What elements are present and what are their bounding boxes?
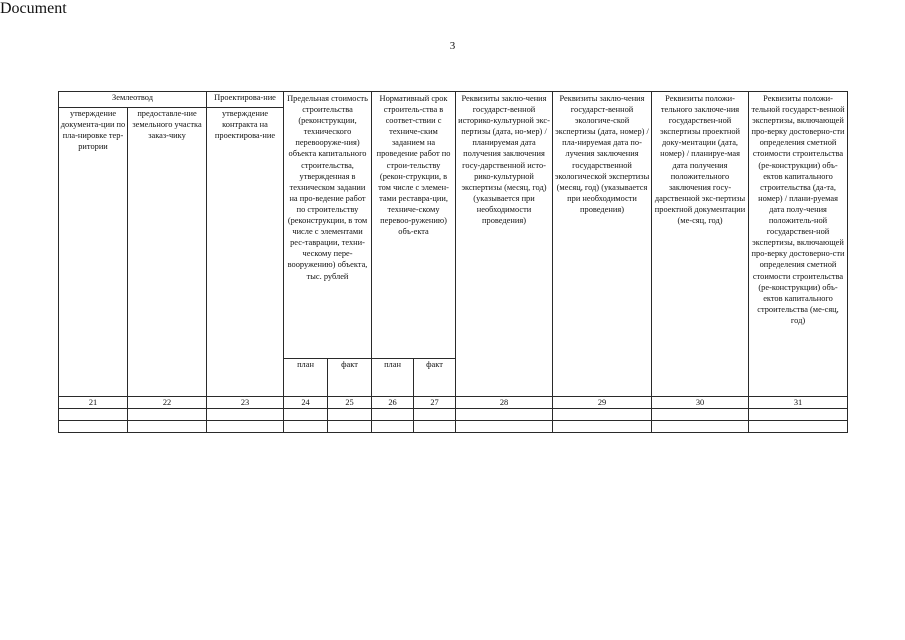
header-col-28-label: Реквизиты заклю-чения государст-венной историко-культурной экс-пертизы (дата, но-мер) / планируемая дата получения заключения госу-дарственной исто-рико-культурной экспертизы (месяц, год) (указывается при необходимости проведения) <box>458 94 550 226</box>
table-cell <box>749 420 848 432</box>
header-col-23-label: утверждение контракта на проектирова-ние <box>214 109 276 141</box>
table-cell <box>553 420 652 432</box>
header-plan-26 <box>372 358 414 396</box>
header-col-21-label: утверждение документа-ции по пла-нировке тер-ритории <box>60 109 126 152</box>
plan-label: план <box>297 359 314 369</box>
plan-label: план <box>384 359 401 369</box>
table-cell <box>414 420 456 432</box>
column-number: 25 <box>328 396 372 408</box>
column-number: 28 <box>456 396 553 408</box>
header-col-31 <box>749 92 848 397</box>
column-number: 30 <box>652 396 749 408</box>
header-col-30 <box>652 92 749 397</box>
column-number: 26 <box>372 396 414 408</box>
table-cell <box>59 420 128 432</box>
header-proektirovanie <box>207 92 284 108</box>
header-plan-24 <box>284 358 328 396</box>
header-col-23 <box>207 108 284 359</box>
header-col-21-cont <box>59 358 128 396</box>
header-col-28 <box>456 92 553 397</box>
table-row <box>59 408 848 420</box>
table-cell <box>456 408 553 420</box>
table-cell <box>456 420 553 432</box>
header-col-24-25 <box>284 92 372 359</box>
table-cell <box>284 420 328 432</box>
column-number: 29 <box>553 396 652 408</box>
table-cell <box>372 420 414 432</box>
table-row <box>59 420 848 432</box>
table-cell <box>328 408 372 420</box>
column-number: 21 <box>59 396 128 408</box>
table-cell <box>207 408 284 420</box>
table-cell <box>652 420 749 432</box>
header-fact-27 <box>414 358 456 396</box>
column-number: 31 <box>749 396 848 408</box>
fact-label: факт <box>426 359 443 369</box>
table-cell <box>207 420 284 432</box>
header-col-23-cont <box>207 358 284 396</box>
fact-label: факт <box>341 359 358 369</box>
header-col-26-27-label: Нормативный срок строитель-ства в соответ-ствии с техниче-ским заданием на проведение работ по строи-тельству (рекон-струкции, в том числе с элемен-тами реставра-ции, техниче-скому перевоо-ружению) объ-екта <box>376 94 451 237</box>
header-col-26-27 <box>372 92 456 359</box>
header-zemleotvod <box>59 92 207 108</box>
header-col-29-label: Реквизиты заклю-чения государст-венной экологиче-ской экспертизы (дата, номер) / пла-нируемая дата по-лучения заключения государственной экологической экспертизы (месяц, год) (указывается при необходимости проведения) <box>554 94 650 214</box>
table-cell <box>128 420 207 432</box>
header-col-31-label: Реквизиты положи-тельной государст-венной экспертизы, включающей про-верку достоверно-сти определения сметной стоимости строительства (ре-конструкции) объ-ектов капитального строительства (да-та, номер) / плани-руемая дата полу-чения положитель-ной государствен-ной экспертизы, включающей про-верку достоверно-сти определения сметной стоимости строительства (ре-конструкции) объ-ектов капитального строительства (ме-сяц, год) <box>751 94 845 325</box>
header-fact-25 <box>328 358 372 396</box>
header-proektirovanie-label: Проектирова-ние <box>214 93 276 102</box>
object-table <box>58 91 848 433</box>
header-zemleotvod-label: Землеотвод <box>112 93 153 102</box>
header-col-24-25-label: Предельная стоимость строительства (реконструкции, технического перевооруже-ния) объекта капитального строительства, утвержденная в техническом задании на про-ведение работ по строительству (реконструкции, в том числе с элементами рес-таврации, техни-ческому пере-вооружению) объекта, тыс. рублей <box>287 94 368 281</box>
header-col-29 <box>553 92 652 397</box>
header-col-30-label: Реквизиты положи-тельного заключе-ния государствен-ной экспертизы проектной доку-ментации (дата, номер) / планируе-мая дата получения положительного заключения госу-дарственной экс-пертизы проектной документации (ме-сяц, год) <box>654 94 746 226</box>
header-col-21 <box>59 108 128 359</box>
table-cell <box>328 420 372 432</box>
column-number: 24 <box>284 396 328 408</box>
header-col-22-cont <box>128 358 207 396</box>
table-cell <box>372 408 414 420</box>
table-cell <box>553 408 652 420</box>
column-number: 22 <box>128 396 207 408</box>
table-cell <box>128 408 207 420</box>
table-cell <box>652 408 749 420</box>
table-cell <box>414 408 456 420</box>
table-cell <box>749 408 848 420</box>
header-col-22 <box>128 108 207 359</box>
table-cell <box>284 408 328 420</box>
page-number: 3 <box>449 40 456 52</box>
column-numbers-row <box>59 396 848 408</box>
column-number: 23 <box>207 396 284 408</box>
column-number: 27 <box>414 396 456 408</box>
table-cell <box>59 408 128 420</box>
header-col-22-label: предоставле-ние земельного участка заказ-чику <box>132 109 202 141</box>
